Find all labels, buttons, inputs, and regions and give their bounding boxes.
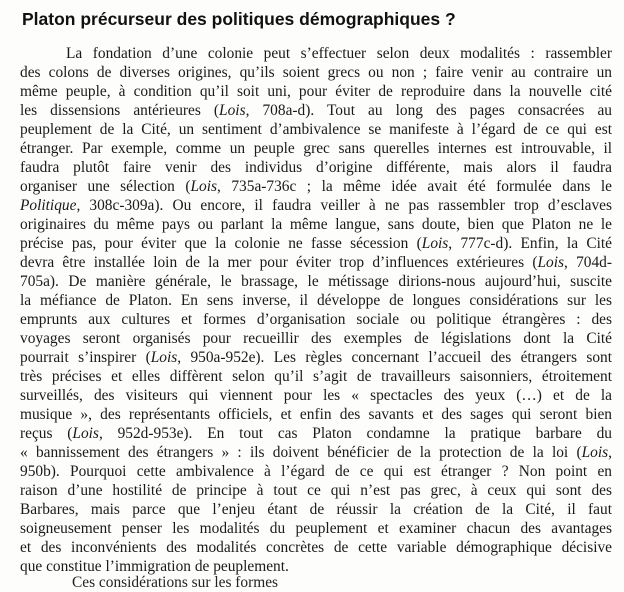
- text-line: [20, 500, 612, 519]
- text-segment: pourrait s’inspirer (: [20, 349, 151, 366]
- text-segment: devra être installée loin de la mer pour éviter trop d’influences extérieures (: [20, 254, 538, 271]
- text-segment: « bannissement des étrangers » : ils doivent bénéficier de la protection de la loi (: [20, 444, 582, 461]
- text-segment: voyages seront organisés pour recueillir des exemples de législations dont la Cité: [20, 330, 612, 347]
- work-reference: Lois: [581, 444, 609, 461]
- text-segment: faudra plutôt faire venir des individus d’origine différente, mais alors il faudra: [20, 159, 612, 176]
- text-line: [20, 424, 612, 443]
- text-segment: , 952d-953e). En tout cas Platon condamne la pratique barbare du: [98, 425, 612, 442]
- page-title: Platon précurseur des politiques démographiques ?: [22, 9, 456, 29]
- body-paragraph: [20, 44, 612, 576]
- text-line: [20, 120, 612, 139]
- text-segment: précise pas, pour éviter que la colonie ne fasse sécession (: [20, 235, 422, 252]
- text-segment: étranger. Par exemple, comme un peuple grec sans querelles internes est introuvable, il: [20, 140, 612, 157]
- text-line: [20, 538, 612, 557]
- text-segment: très précises et elles diffèrent selon qu’il s’agit de travailleurs saisonniers, étroitement: [20, 368, 612, 385]
- work-reference: Lois: [190, 178, 218, 195]
- text-line: [20, 158, 612, 177]
- text-line: [20, 63, 612, 82]
- text-line: [20, 253, 612, 272]
- work-reference: Lois: [537, 254, 565, 271]
- text-line: [20, 329, 612, 348]
- work-reference: Lois: [219, 102, 246, 119]
- work-reference: Lois: [72, 425, 99, 442]
- text-segment: , 308c-309a). Ou encore, il faudra veiller à ne pas rassembler trop d’esclaves: [76, 197, 612, 214]
- text-line: [20, 177, 612, 196]
- text-line: [20, 348, 612, 367]
- text-segment: 705a). De manière générale, le brassage, le métissage dirions-nous aujourd’hui, suscite: [20, 273, 612, 290]
- text-segment: , 704d-: [564, 254, 612, 271]
- text-line: [20, 443, 612, 462]
- text-segment: , 950a-952e). Les règles concernant l’accueil des étrangers sont: [177, 349, 612, 366]
- text-segment: reçus (: [20, 425, 73, 442]
- text-segment: peuplement de la Cité, un sentiment d’ambivalence se manifeste à l’égard de ce qui est: [20, 121, 612, 138]
- text-segment: organiser une sélection (: [20, 178, 191, 195]
- text-segment: soigneusement penser les modalités du peuplement et examiner chacun des avantages: [20, 520, 612, 537]
- text-line: [20, 196, 612, 215]
- text-segment: même peuple, à condition qu’il soit uni, pour éviter de reproduire dans la nouvelle cité: [20, 83, 612, 100]
- text-line: [20, 519, 612, 538]
- text-line: [20, 481, 612, 500]
- text-line: [20, 405, 612, 424]
- text-segment: raison d’une hostilité de principe à tout ce qui n’est pas grec, à ceux qui sont des: [20, 482, 612, 499]
- text-line: [20, 310, 612, 329]
- text-line: [20, 462, 612, 481]
- text-segment: musique », des représentants officiels, et enfin des savants et des sages qui seront bien: [20, 406, 612, 423]
- text-line: [20, 234, 612, 253]
- text-line: [20, 139, 612, 158]
- text-segment: surveillés, des visiteurs qui viennent pour les « spectacles des yeux (…) et de la: [20, 387, 612, 404]
- text-segment: originaires du même pays ou parlant la même langue, sans doute, bien que Platon ne le: [20, 216, 612, 233]
- text-line: [20, 386, 612, 405]
- text-line: [20, 215, 612, 234]
- text-segment: que constitue l’immigration de peuplement.: [20, 558, 289, 575]
- work-reference: Politique: [20, 197, 77, 214]
- text-segment: La fondation d’une colonie peut s’effectuer selon deux modalités : rassembler: [66, 45, 612, 62]
- text-line: [20, 44, 612, 63]
- text-segment: la méfiance de Platon. En sens inverse, il développe de longues considérations sur les: [20, 292, 612, 309]
- next-paragraph-fragment: Ces considérations sur les formes: [72, 574, 279, 591]
- work-reference: Lois: [150, 349, 178, 366]
- text-segment: , 735a-736c ; la même idée avait été formulée dans le: [217, 178, 612, 195]
- text-segment: des colons de diverses origines, qu’ils soient grecs ou non ; faire venir au contraire un: [20, 64, 612, 81]
- text-segment: et des inconvénients des modalités concrètes de cette variable démographique décisive: [20, 539, 612, 556]
- text-segment: emprunts aux cultures et formes d’organisation sociale ou politique étrangères : des: [20, 311, 612, 328]
- text-line: [20, 291, 612, 310]
- text-line: [20, 82, 612, 101]
- text-line: [20, 101, 612, 120]
- text-line: [20, 367, 612, 386]
- text-segment: les dissensions antérieures (: [20, 102, 220, 119]
- text-line: [20, 272, 612, 291]
- text-segment: , 777c-d). Enfin, la Cité: [448, 235, 612, 252]
- text-segment: ,: [608, 444, 612, 461]
- text-segment: 950b). Pourquoi cette ambivalence à l’égard de ce qui est étranger ? Non point en: [20, 463, 612, 480]
- text-segment: , 708a-d). Tout au long des pages consacrées au: [245, 102, 612, 119]
- work-reference: Lois: [421, 235, 449, 252]
- text-segment: Barbares, mais parce que l’enjeu étant de réussir la création de la Cité, il faut: [20, 501, 612, 518]
